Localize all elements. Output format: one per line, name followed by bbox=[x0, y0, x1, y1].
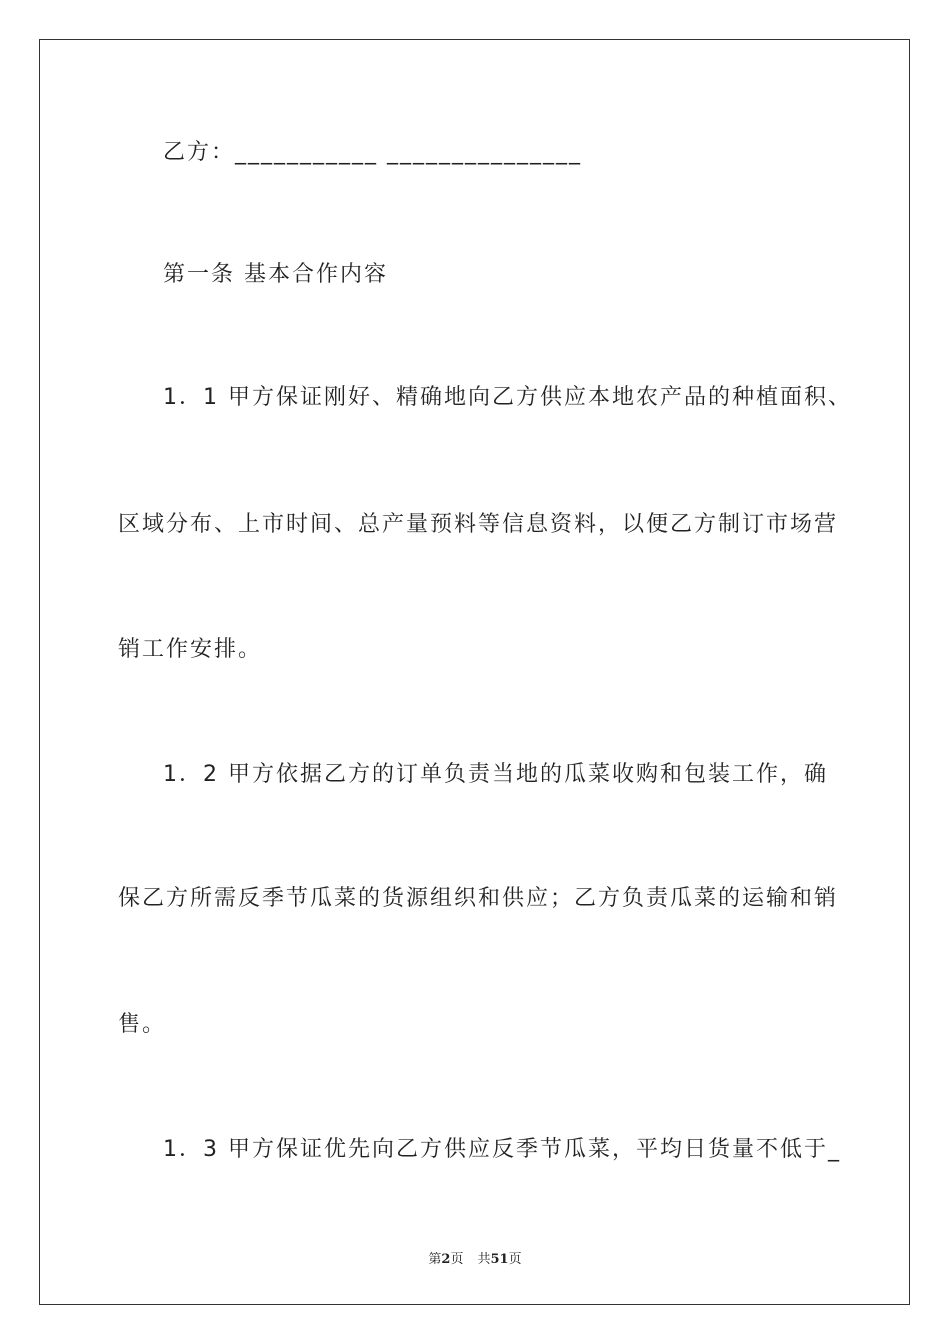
total-prefix: 共 bbox=[477, 1252, 491, 1267]
total-suffix: 页 bbox=[508, 1252, 522, 1267]
total-pages: 51 bbox=[490, 1252, 509, 1267]
clause-1-1-line-3: 销工作安排。 bbox=[118, 637, 263, 662]
clause-1-1-line-1: 1．1 甲方保证刚好、精确地向乙方供应本地农产品的种植面积、 bbox=[163, 385, 852, 410]
clause-1-2-line-2: 保乙方所需反季节瓜菜的货源组织和供应；乙方负责瓜菜的运输和销 bbox=[118, 886, 839, 911]
clause-1-1-line-2: 区域分布、上市时间、总产量预料等信息资料，以便乙方制订市场营 bbox=[118, 512, 839, 537]
page-number: 2 bbox=[441, 1252, 451, 1267]
page-suffix: 页 bbox=[450, 1252, 464, 1267]
page-footer bbox=[0, 1248, 950, 1267]
article-one-heading: 第一条 基本合作内容 bbox=[163, 262, 388, 287]
clause-1-2-line-3: 售。 bbox=[118, 1012, 167, 1037]
party-b-line: 乙方：___________ _______________ bbox=[163, 140, 582, 165]
clause-1-3-line-1: 1．3 甲方保证优先向乙方供应反季节瓜菜，平均日货量不低于_ bbox=[163, 1137, 841, 1162]
page-prefix: 第 bbox=[428, 1252, 442, 1267]
clause-1-2-line-1: 1．2 甲方依据乙方的订单负责当地的瓜菜收购和包装工作，确 bbox=[163, 762, 828, 787]
page-border bbox=[39, 39, 910, 1305]
